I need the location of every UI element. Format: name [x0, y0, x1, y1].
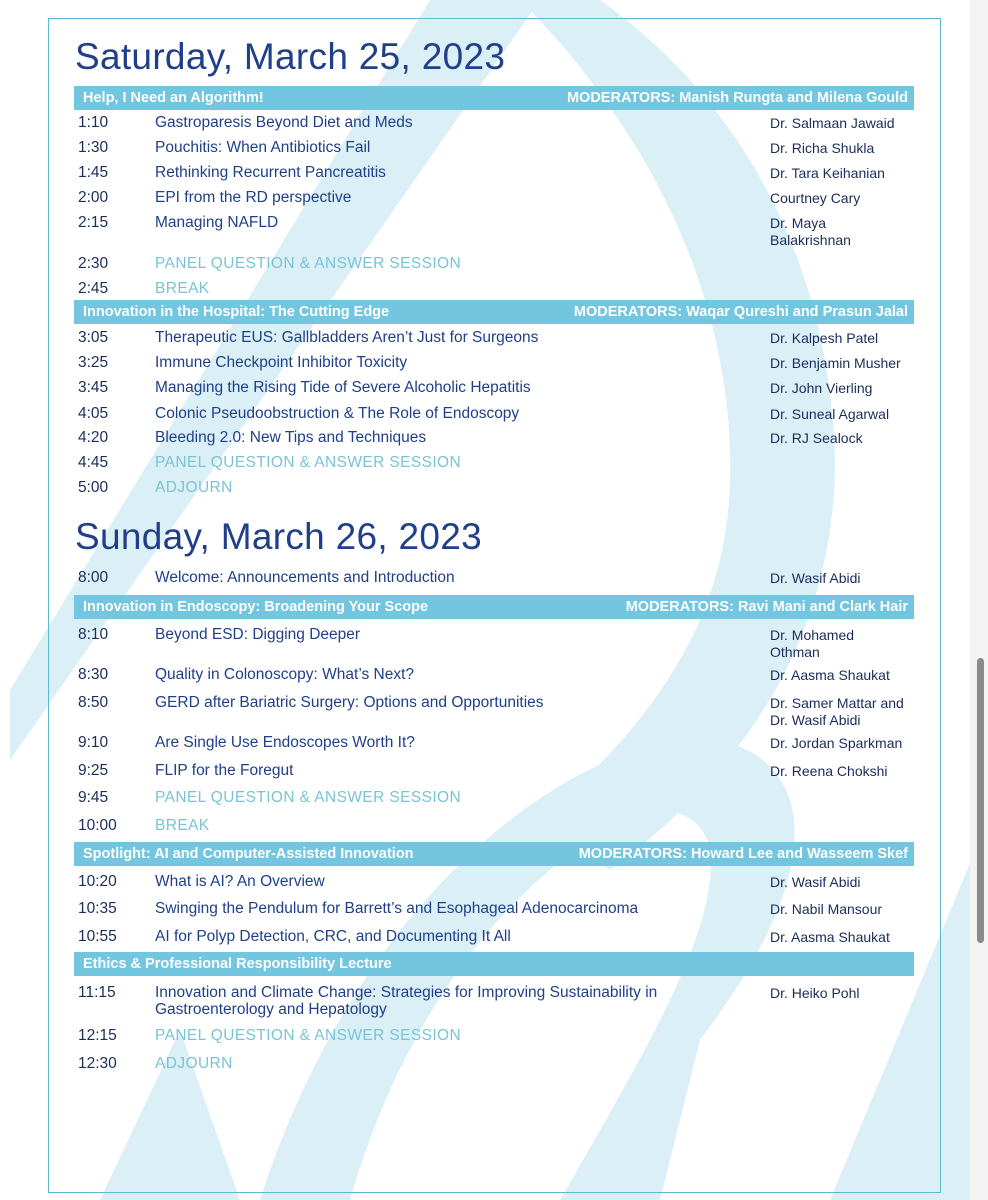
session-name: Innovation in Endoscopy: Broadening Your Scope [83, 599, 429, 615]
speaker: Dr. Reena Chokshi [770, 763, 888, 779]
talk-title: Managing the Rising Tide of Severe Alcoholic Hepatitis [155, 379, 531, 396]
time: 8:30 [78, 666, 109, 683]
time: 1:45 [78, 164, 109, 181]
speaker: Dr. Jordan Sparkman [770, 735, 903, 751]
speaker: Dr. Wasif Abidi [770, 570, 861, 586]
talk-title: GERD after Bariatric Surgery: Options and Opportunities [155, 694, 544, 711]
speaker: Dr. Maya Balakrishnan [770, 215, 851, 248]
time: 3:05 [78, 329, 109, 346]
time: 10:00 [78, 817, 117, 834]
session-header [74, 300, 914, 324]
session-moderators: MODERATORS: Ravi Mani and Clark Hair [625, 599, 908, 615]
time: 1:30 [78, 139, 109, 156]
time: 10:35 [78, 900, 117, 917]
time: 11:15 [78, 984, 116, 1001]
talk-title: Pouchitis: When Antibiotics Fail [155, 139, 371, 156]
scrollbar-thumb[interactable] [977, 658, 984, 943]
talk-title: Swinging the Pendulum for Barrett’s and Esophageal Adenocarcinoma [155, 900, 639, 917]
speaker: Dr. Aasma Shaukat [770, 929, 890, 945]
talk-title: PANEL QUESTION & ANSWER SESSION [155, 255, 462, 272]
time: 12:15 [78, 1027, 117, 1044]
speaker: Dr. Mohamed Othman [770, 627, 855, 660]
speaker: Dr. Suneal Agarwal [770, 406, 890, 422]
speaker: Dr. Nabil Mansour [770, 901, 883, 917]
session-header [74, 952, 914, 976]
talk-title: Rethinking Recurrent Pancreatitis [155, 164, 386, 181]
talk-title: BREAK [155, 280, 210, 297]
speaker: Dr. John Vierling [770, 380, 873, 396]
session-moderators: MODERATORS: Manish Rungta and Milena Gould [566, 90, 908, 106]
day-title-sunday: Sunday, March 26, 2023 [75, 516, 483, 557]
time: 5:00 [78, 479, 109, 496]
talk-title: Quality in Colonoscopy: What’s Next? [155, 666, 415, 683]
time: 3:25 [78, 354, 109, 371]
speaker: Dr. Tara Keihanian [770, 165, 885, 181]
talk-title: BREAK [155, 817, 210, 834]
talk-title: Managing NAFLD [155, 214, 279, 231]
scrollbar[interactable] [970, 0, 988, 1200]
session-moderators: MODERATORS: Howard Lee and Wasseem Skef [578, 846, 908, 862]
speaker: Courtney Cary [770, 190, 861, 206]
time: 2:00 [78, 189, 109, 206]
time: 4:45 [78, 454, 109, 471]
time: 2:30 [78, 255, 109, 272]
speaker: Dr. Wasif Abidi [770, 874, 861, 890]
session-name: Ethics & Professional Responsibility Lecture [83, 956, 392, 972]
time: 1:10 [78, 114, 109, 131]
time: 8:00 [78, 569, 109, 586]
session-header [74, 842, 914, 866]
speaker: Dr. Aasma Shaukat [770, 667, 890, 683]
speaker: Dr. RJ Sealock [770, 430, 863, 446]
talk-title: What is AI? An Overview [155, 873, 325, 890]
talk-title: PANEL QUESTION & ANSWER SESSION [155, 1027, 462, 1044]
talk-title: Beyond ESD: Digging Deeper [155, 626, 361, 643]
time: 8:10 [78, 626, 109, 643]
session-header [74, 86, 914, 110]
speaker: Dr. Heiko Pohl [770, 985, 860, 1001]
session-moderators: MODERATORS: Waqar Qureshi and Prasun Jalal [573, 304, 908, 320]
speaker: Dr. Salmaan Jawaid [770, 115, 895, 131]
time: 12:30 [78, 1055, 117, 1072]
talk-title: Innovation and Climate Change: Strategies for Improving Sustainability in Gastroenterology and Hepatology [155, 984, 658, 1018]
talk-title: Immune Checkpoint Inhibitor Toxicity [155, 354, 408, 371]
time: 2:15 [78, 214, 109, 231]
talk-title: Welcome: Announcements and Introduction [155, 569, 455, 586]
time: 4:05 [78, 405, 109, 422]
time: 2:45 [78, 280, 109, 297]
talk-title: AI for Polyp Detection, CRC, and Documenting It All [155, 928, 511, 945]
session-header [74, 595, 914, 619]
time: 3:45 [78, 379, 109, 396]
time: 9:45 [78, 789, 109, 806]
speaker: Dr. Benjamin Musher [770, 355, 901, 371]
talk-title: PANEL QUESTION & ANSWER SESSION [155, 789, 462, 806]
session-name: Help, I Need an Algorithm! [83, 90, 264, 106]
talk-title: FLIP for the Foregut [155, 762, 294, 779]
talk-title: Colonic Pseudoobstruction & The Role of Endoscopy [155, 405, 520, 422]
talk-title: PANEL QUESTION & ANSWER SESSION [155, 454, 462, 471]
speaker: Dr. Richa Shukla [770, 140, 875, 156]
time: 9:10 [78, 734, 109, 751]
talk-title: Therapeutic EUS: Gallbladders Aren’t Just for Surgeons [155, 329, 539, 346]
talk-title: Bleeding 2.0: New Tips and Techniques [155, 429, 427, 446]
time: 8:50 [78, 694, 109, 711]
time: 10:20 [78, 873, 117, 890]
talk-title: ADJOURN [155, 1055, 233, 1072]
time: 10:55 [78, 928, 117, 945]
speaker: Dr. Kalpesh Patel [770, 330, 879, 346]
time: 9:25 [78, 762, 109, 779]
session-name: Innovation in the Hospital: The Cutting Edge [83, 304, 390, 320]
talk-title: ADJOURN [155, 479, 233, 496]
time: 4:20 [78, 429, 109, 446]
talk-title: Are Single Use Endoscopes Worth It? [155, 734, 415, 751]
speaker: Dr. Samer Mattar and Dr. Wasif Abidi [770, 695, 904, 728]
talk-title: EPI from the RD perspective [155, 189, 352, 206]
talk-title: Gastroparesis Beyond Diet and Meds [155, 114, 413, 131]
session-name: Spotlight: AI and Computer-Assisted Innovation [83, 846, 414, 862]
day-title-saturday: Saturday, March 25, 2023 [75, 36, 506, 77]
